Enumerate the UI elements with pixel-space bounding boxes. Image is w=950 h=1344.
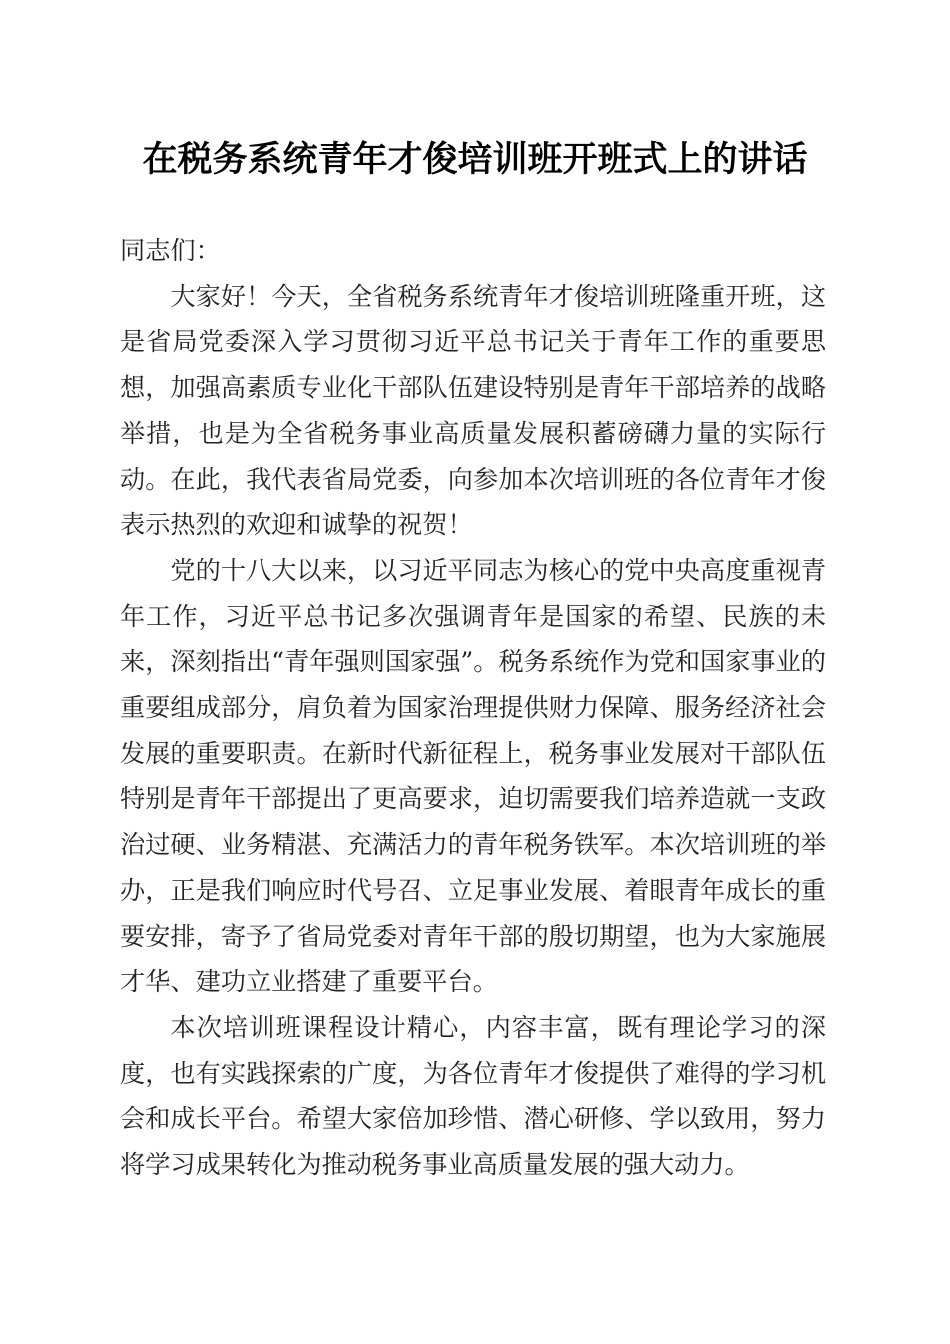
paragraph-background: 党的十八大以来，以习近平同志为核心的党中央高度重视青年工作，习近平总书记多次强调青年是国家的希望、民族的未来，深刻指出“青年强则国家强”。税务系统作为党和国家事业的重要组成部分，肩负着为国家治理提供财力保障、服务经济社会发展的重要职责。在新时代新征程上，税务事业发展对干部队伍特别是青年干部提出了更高要求，迫切需要我们培养造就一支政治过硬、业务精湛、充满活力的青年税务铁军。本次培训班的举办，正是我们响应时代号召、立足事业发展、着眼青年成长的重要安排，寄予了省局党委对青年干部的殷切期望，也为大家施展才华、建功立业搭建了重要平台。 [120,555,826,997]
speech-title: 在税务系统青年才俊培训班开班式上的讲话 [142,139,808,180]
salutation: 同志们： [120,236,221,265]
speech-body [120,228,826,1188]
paragraph-expectations: 本次培训班课程设计精心，内容丰富，既有理论学习的深度，也有实践探索的广度，为各位青年才俊提供了难得的学习机会和成长平台。希望大家倍加珍惜、潜心研修、学以致用，努力将学习成果转化为推动税务事业高质量发展的强大动力。 [120,1012,826,1180]
paragraph-opening: 大家好！今天，全省税务系统青年才俊培训班隆重开班，这是省局党委深入学习贯彻习近平总书记关于青年工作的重要思想，加强高素质专业化干部队伍建设特别是青年干部培养的战略举措，也是为全省税务事业高质量发展积蓄磅礴力量的实际行动。在此，我代表省局党委，向参加本次培训班的各位青年才俊表示热烈的欢迎和诚挚的祝贺！ [120,281,826,540]
